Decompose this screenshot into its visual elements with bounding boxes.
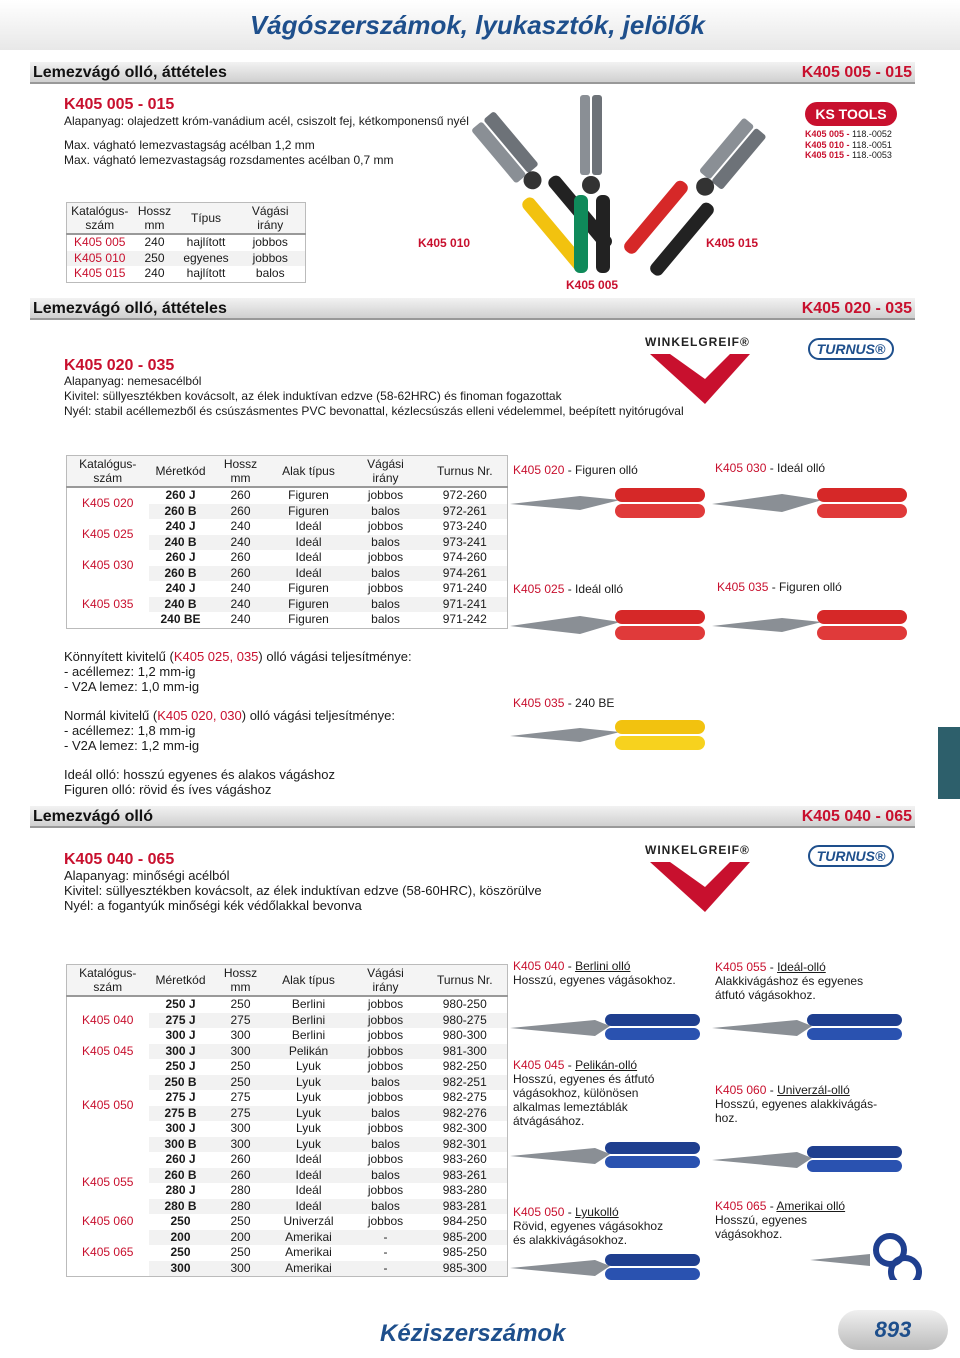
table-cell: balos xyxy=(349,1106,423,1122)
table-row xyxy=(67,1152,508,1168)
table-cell: 972-260 xyxy=(442,488,487,502)
tool-caption: K405 035 - 240 BE xyxy=(513,696,615,710)
table-cell: 260 B xyxy=(149,1168,213,1184)
note-line: - V2A lemez: 1,0 mm-ig xyxy=(64,679,200,694)
table-cell: Ideál xyxy=(295,1152,322,1166)
tool-caption: K405 035 - Figuren olló xyxy=(717,580,842,594)
col-header: Vágási irány xyxy=(236,203,306,235)
table-row xyxy=(67,550,508,566)
table-cell: 200 xyxy=(213,1230,269,1246)
table-cell: jobbos xyxy=(367,1152,404,1166)
table-cell: 981-300 xyxy=(423,1044,508,1060)
col-header: Vágási irány xyxy=(349,965,423,997)
tool-caption: K405 050 - Lyukolló Rövid, egyenes vágásokhoz és alakkivágásokhoz. xyxy=(513,1205,703,1247)
table-cell: 240 J xyxy=(165,581,196,595)
caption-line: és alakkivágásokhoz. xyxy=(513,1233,628,1247)
desc-line: Max. vágható lemezvastagság acélban 1,2 mm xyxy=(64,138,315,152)
footer-title: Kéziszerszámok xyxy=(380,1320,566,1347)
table-cell: 300 xyxy=(213,1044,269,1060)
product-code-title: K405 040 - 065 xyxy=(64,851,175,868)
table-cell: 250 B xyxy=(149,1075,213,1091)
desc-line: Alapanyag: minőségi acélból xyxy=(64,868,230,883)
catalog-code: K405 060 xyxy=(67,1214,149,1230)
table-cell: 250 J xyxy=(165,997,196,1011)
caption-line: Hosszú, egyenes és átfutó xyxy=(513,1072,655,1086)
table-row: K405 015 240 hajlított balos xyxy=(74,266,285,280)
table-cell: 982-300 xyxy=(442,1121,487,1135)
table-cell: 275 B xyxy=(149,1106,213,1122)
desc-line: Nyél: a fogantyúk minőségi kék védőlakkal bevonva xyxy=(64,898,362,913)
table-row xyxy=(67,996,508,1013)
col-header: Turnus Nr. xyxy=(423,456,508,488)
s3-spec-table xyxy=(66,964,508,1277)
table-cell: jobbos xyxy=(349,1044,423,1060)
winkelgreif-logo: WINKELGREIF® xyxy=(645,335,755,414)
brand-ref: K405 010 - 118.-0051 xyxy=(805,139,892,150)
table-cell: 240 xyxy=(213,597,269,613)
table-cell: 971-240 xyxy=(442,581,487,595)
table-cell: Ideál xyxy=(269,566,349,582)
table-cell: 240 xyxy=(213,535,269,551)
tool-caption: K405 025 - Ideál olló xyxy=(513,582,624,596)
note-line: Normál kivitelű (K405 020, 030) olló vágási teljesítménye: xyxy=(64,708,395,723)
table-cell: Univerzál xyxy=(283,1214,334,1228)
col-header: Katalógus-szám xyxy=(67,965,149,997)
table-cell: 980-300 xyxy=(442,1028,487,1042)
table-row xyxy=(67,581,508,597)
table-cell: 974-261 xyxy=(423,566,508,582)
caption-line: Hosszú, egyenes alakkivágás- xyxy=(715,1097,878,1111)
img-label: K405 015 xyxy=(706,236,759,250)
table-row xyxy=(67,487,508,504)
table-cell: balos xyxy=(349,1137,423,1153)
table-cell: Figuren xyxy=(269,504,349,520)
table-cell: 300 xyxy=(230,1121,251,1135)
table-row xyxy=(67,1214,508,1230)
table-cell: 982-276 xyxy=(423,1106,508,1122)
table-cell: 250 xyxy=(170,1245,191,1259)
tool-caption: K405 040 - Berlini olló Hosszú, egyenes vágásokhoz. xyxy=(513,959,703,987)
table-cell: 280 J xyxy=(165,1183,196,1197)
table-cell: jobbos xyxy=(367,488,404,502)
table-cell: 260 xyxy=(213,566,269,582)
shear-red-1 xyxy=(510,488,705,518)
table-cell: 250 xyxy=(213,1075,269,1091)
desc-line: Max. vágható lemezvastagság rozsdamentes acélban 0,7 mm xyxy=(64,153,394,167)
table-cell: Figuren xyxy=(288,488,329,502)
eagle-icon xyxy=(645,857,755,917)
table-cell: 973-240 xyxy=(442,519,487,533)
caption-line: hoz. xyxy=(715,1111,738,1125)
caption-line: alkalmas lemeztáblák xyxy=(513,1100,628,1114)
tool-caption: K405 060 - Univerzál-olló Hosszú, egyenes alakkivágás- hoz. xyxy=(715,1083,915,1125)
snips-red xyxy=(622,111,770,278)
shear-red-4 xyxy=(712,610,907,640)
shear-blue-2 xyxy=(712,1014,902,1040)
table-row xyxy=(67,1230,508,1246)
table-cell: - xyxy=(349,1261,423,1277)
product-code-title: K405 020 - 035 xyxy=(64,357,175,374)
table-row xyxy=(67,1044,508,1060)
col-header: Hossz mm xyxy=(213,965,269,997)
table-cell: 250 xyxy=(170,1214,191,1228)
table-cell: 240 xyxy=(230,519,251,533)
table-cell: Figuren xyxy=(269,597,349,613)
caption-line: Hosszú, egyenes vágásokhoz. xyxy=(513,973,676,987)
section-bar-1 xyxy=(30,62,915,84)
table-cell: 300 xyxy=(230,1028,251,1042)
table-cell: jobbos xyxy=(367,581,404,595)
catalog-code: K405 030 xyxy=(67,550,149,581)
table-cell: 260 xyxy=(230,1152,251,1166)
desc-line: Alapanyag: nemesacélból xyxy=(64,374,202,388)
catalog-code: K405 055 xyxy=(67,1152,149,1214)
table-cell: 250 xyxy=(230,997,251,1011)
table-cell: 260 J xyxy=(165,1152,196,1166)
table-cell: 280 xyxy=(230,1183,251,1197)
table-cell: 240 xyxy=(230,581,251,595)
shear-blue-5 xyxy=(510,1254,700,1280)
note-line: - acéllemez: 1,2 mm-ig xyxy=(64,664,196,679)
table-cell: 980-250 xyxy=(442,997,487,1011)
shear-yellow xyxy=(510,720,705,750)
table-cell: 300 xyxy=(213,1261,269,1277)
table-cell: jobbos xyxy=(367,519,404,533)
table-cell: Figuren xyxy=(288,581,329,595)
table-row xyxy=(67,519,508,535)
shear-blue-1 xyxy=(510,1014,700,1040)
table-cell: 250 J xyxy=(165,1059,196,1073)
caption-line: átfutó vágásokhoz. xyxy=(715,988,816,1002)
table-cell: jobbos xyxy=(367,1121,404,1135)
table-cell: 240 xyxy=(230,612,251,626)
col-header: Vágási irány xyxy=(349,456,423,488)
caption-line: vágásokhoz. xyxy=(715,1227,783,1241)
table-cell: 260 xyxy=(230,550,251,564)
section-title: Lemezvágó olló, áttételes xyxy=(33,64,227,81)
s2-table-body xyxy=(67,487,508,628)
catalog-code: K405 040 xyxy=(67,996,149,1044)
table-cell: 200 xyxy=(149,1230,213,1246)
table-cell: Lyuk xyxy=(269,1075,349,1091)
col-header: Alak típus xyxy=(269,965,349,997)
table-cell: 983-280 xyxy=(442,1183,487,1197)
table-cell: 250 xyxy=(230,1245,251,1259)
turnus-logo: TURNUS® xyxy=(808,338,894,360)
table-cell: jobbos xyxy=(367,550,404,564)
table-cell: jobbos xyxy=(367,1059,404,1073)
table-cell: jobbos xyxy=(367,997,404,1011)
table-cell: 984-250 xyxy=(442,1214,487,1228)
table-cell: - xyxy=(383,1245,388,1259)
table-cell: jobbos xyxy=(349,1013,423,1029)
table-cell: jobbos xyxy=(367,1214,404,1228)
table-cell: 260 B xyxy=(149,566,213,582)
img-label: K405 005 xyxy=(566,278,619,292)
caption-line: Rövid, egyenes vágásokhoz xyxy=(513,1219,664,1233)
table-cell: 983-281 xyxy=(423,1199,508,1215)
table-cell: 250 xyxy=(230,1214,251,1228)
page-title: Vágószerszámok, lyukasztók, jelölők xyxy=(249,10,705,40)
s1-description xyxy=(64,114,469,168)
col-header: Méretkód xyxy=(149,456,213,488)
s2-description xyxy=(64,374,684,419)
s3-table-body xyxy=(67,996,508,1277)
table-cell: Berlini xyxy=(291,1028,326,1042)
table-cell: jobbos xyxy=(367,1090,404,1104)
table-cell: 985-300 xyxy=(423,1261,508,1277)
table-cell: 280 xyxy=(213,1199,269,1215)
note-line: - V2A lemez: 1,2 mm-ig xyxy=(64,738,200,753)
table-cell: balos xyxy=(349,504,423,520)
table-row: K405 010 250 egyenes jobbos xyxy=(67,251,306,267)
desc-line: Alapanyag: olajedzett króm-vanádium acél, csiszolt fej, kétkomponensű nyél xyxy=(64,114,469,128)
table-cell: 260 xyxy=(230,488,251,502)
shear-blue-3 xyxy=(510,1142,700,1168)
table-cell: 260 J xyxy=(165,550,196,564)
catalog-code: K405 065 xyxy=(67,1230,149,1277)
s2-notes xyxy=(64,649,412,797)
tool-caption: K405 020 - Figuren olló xyxy=(513,463,638,477)
page-number: 893 xyxy=(838,1310,948,1350)
s1-spec-table xyxy=(66,202,306,283)
s3-description xyxy=(64,868,542,913)
table-cell: 971-242 xyxy=(442,612,487,626)
table-cell: 982-251 xyxy=(423,1075,508,1091)
tool-caption: K405 055 - Ideál-olló Alakkivágáshoz és egyenes átfutó vágásokhoz. xyxy=(715,960,915,1002)
table-cell: 275 J xyxy=(165,1090,196,1104)
product-code-title: K405 005 - 015 xyxy=(64,96,175,113)
table-cell: Ideál xyxy=(295,550,322,564)
table-cell: 275 J xyxy=(149,1013,213,1029)
table-cell: 240 BE xyxy=(160,612,201,626)
note-line: Ideál olló: hosszú egyenes és alakos vágáshoz xyxy=(64,767,336,782)
table-cell: Lyuk xyxy=(296,1059,321,1073)
table-cell: Figuren xyxy=(288,612,329,626)
s2-tool-images xyxy=(510,482,930,772)
table-cell: 275 xyxy=(213,1106,269,1122)
shear-blue-6 xyxy=(810,1236,919,1280)
col-header: Hossz mm xyxy=(133,203,177,235)
table-cell: 300 B xyxy=(149,1137,213,1153)
snips-green xyxy=(574,95,610,273)
s3-tool-images xyxy=(510,1010,930,1280)
shear-blue-4 xyxy=(712,1146,902,1172)
table-row xyxy=(67,1059,508,1075)
winkelgreif-logo: WINKELGREIF® xyxy=(645,843,755,922)
table-cell: 275 xyxy=(230,1090,251,1104)
table-cell: 983-261 xyxy=(423,1168,508,1184)
kstools-logo: KS TOOLS xyxy=(805,102,897,126)
snips-illustration xyxy=(410,95,770,295)
catalog-code: K405 050 xyxy=(67,1059,149,1152)
table-cell: Ideál xyxy=(295,519,322,533)
section-range: K405 020 - 035 xyxy=(801,300,912,317)
table-cell: Pelikán xyxy=(269,1044,349,1060)
catalog-code: K405 045 xyxy=(67,1044,149,1060)
col-header: Típus xyxy=(177,203,236,235)
brand-ref-list xyxy=(805,129,892,161)
shear-red-2 xyxy=(712,488,907,518)
table-cell: Ideál xyxy=(295,1183,322,1197)
table-cell: Amerikai xyxy=(269,1261,349,1277)
tool-caption: K405 030 - Ideál olló xyxy=(715,461,826,475)
note-line: Figuren olló: rövid és íves vágáshoz xyxy=(64,782,272,797)
table-cell: Lyuk xyxy=(296,1121,321,1135)
note-line: - acéllemez: 1,8 mm-ig xyxy=(64,723,196,738)
section-bar-2 xyxy=(30,298,915,320)
caption-line: Alakkivágáshoz és egyenes xyxy=(715,974,864,988)
table-row: K405 005 240 hajlított jobbos xyxy=(74,235,288,249)
page-header xyxy=(0,0,960,50)
table-cell: 260 xyxy=(213,504,269,520)
s2-spec-table xyxy=(66,455,508,629)
table-cell: jobbos xyxy=(367,1028,404,1042)
table-cell: 971-241 xyxy=(423,597,508,613)
table-cell: balos xyxy=(349,597,423,613)
catalog-code: K405 020 xyxy=(67,487,149,519)
table-cell: 260 B xyxy=(149,504,213,520)
table-cell: 260 xyxy=(213,1168,269,1184)
section-range: K405 040 - 065 xyxy=(801,808,912,825)
table-cell: 300 xyxy=(149,1261,213,1277)
table-cell: 300 xyxy=(213,1137,269,1153)
caption-line: Hosszú, egyenes xyxy=(715,1213,808,1227)
note-line: Könnyített kivitelű (K405 025, 035) olló vágási teljesítménye: xyxy=(64,649,412,664)
desc-line: Nyél: stabil acéllemezből és csúszásmentes PVC bevonattal, kézlecsúszás elleni védelemmel, beépített nyitórugóval xyxy=(64,404,684,418)
table-cell: 250 xyxy=(230,1059,251,1073)
col-header: Katalógus-szám xyxy=(67,203,133,235)
table-cell: 240 B xyxy=(149,535,213,551)
table-cell: balos xyxy=(349,535,423,551)
table-cell: Ideál xyxy=(269,535,349,551)
table-cell: Lyuk xyxy=(269,1106,349,1122)
chapter-tab xyxy=(938,727,960,799)
tool-caption: K405 045 - Pelikán-olló Hosszú, egyenes és átfutó vágásokhoz, különösen alkalmas lemeztáblák átvágásához. xyxy=(513,1058,703,1128)
section-range: K405 005 - 015 xyxy=(801,64,912,81)
catalog-code: K405 025 xyxy=(67,519,149,550)
table-cell: 982-301 xyxy=(423,1137,508,1153)
table-cell: 280 B xyxy=(149,1199,213,1215)
table-cell: 983-260 xyxy=(442,1152,487,1166)
brand-ref: K405 015 - 118.-0053 xyxy=(805,150,892,160)
table-cell: Ideál xyxy=(269,1199,349,1215)
table-cell: balos xyxy=(371,612,400,626)
table-cell: 974-260 xyxy=(442,550,487,564)
section-title: Lemezvágó olló xyxy=(33,808,154,825)
col-header: Alak típus xyxy=(269,456,349,488)
brand-ref: K405 005 - 118.-0052 xyxy=(805,129,892,139)
catalog-code: K405 035 xyxy=(67,581,149,628)
table-cell: 300 J xyxy=(165,1121,196,1135)
table-cell: jobbos xyxy=(367,1183,404,1197)
table-cell: 985-200 xyxy=(423,1230,508,1246)
tool-caption: K405 065 - Amerikai olló Hosszú, egyenes vágásokhoz. xyxy=(715,1199,915,1241)
col-header: Katalógus-szám xyxy=(67,456,149,488)
table-cell: Lyuk xyxy=(296,1090,321,1104)
caption-line: vágásokhoz, különösen xyxy=(513,1086,639,1100)
shear-red-3 xyxy=(510,610,705,640)
table-cell: 972-261 xyxy=(423,504,508,520)
table-cell: Amerikai xyxy=(285,1245,332,1259)
table-cell: 982-250 xyxy=(442,1059,487,1073)
table-cell: Berlini xyxy=(269,1013,349,1029)
table-cell: 275 xyxy=(213,1013,269,1029)
col-header: Méretkód xyxy=(149,965,213,997)
table-cell: balos xyxy=(349,1168,423,1184)
caption-line: átvágásához. xyxy=(513,1114,585,1128)
table-cell: 985-250 xyxy=(442,1245,487,1259)
table-cell: Amerikai xyxy=(269,1230,349,1246)
table-cell: 240 J xyxy=(165,519,196,533)
table-cell: 260 J xyxy=(165,488,196,502)
table-cell: 973-241 xyxy=(423,535,508,551)
section-bar-3 xyxy=(30,806,915,828)
table-cell: Berlini xyxy=(291,997,326,1011)
table-cell: - xyxy=(349,1230,423,1246)
table-cell: 240 B xyxy=(149,597,213,613)
table-cell: Lyuk xyxy=(269,1137,349,1153)
table-cell: balos xyxy=(349,566,423,582)
table-cell: 980-275 xyxy=(423,1013,508,1029)
section-title: Lemezvágó olló, áttételes xyxy=(33,300,227,317)
turnus-logo: TURNUS® xyxy=(808,845,894,867)
desc-line: Kivitel: süllyesztékben kovácsolt, az élek induktívan edzve (58-60HRC), köszörülve xyxy=(64,883,542,898)
table-cell: 982-275 xyxy=(442,1090,487,1104)
table-cell: 300 J xyxy=(165,1028,196,1042)
col-header: Turnus Nr. xyxy=(423,965,508,997)
table-cell: balos xyxy=(349,1075,423,1091)
col-header: Hossz mm xyxy=(213,456,269,488)
table-cell: Ideál xyxy=(269,1168,349,1184)
desc-line: Kivitel: süllyesztékben kovácsolt, az élek induktívan edzve (58-62HRC) és finoman fogazottak xyxy=(64,389,562,403)
table-cell: 300 J xyxy=(149,1044,213,1060)
img-label: K405 010 xyxy=(418,236,471,250)
table-cell: balos xyxy=(349,1199,423,1215)
